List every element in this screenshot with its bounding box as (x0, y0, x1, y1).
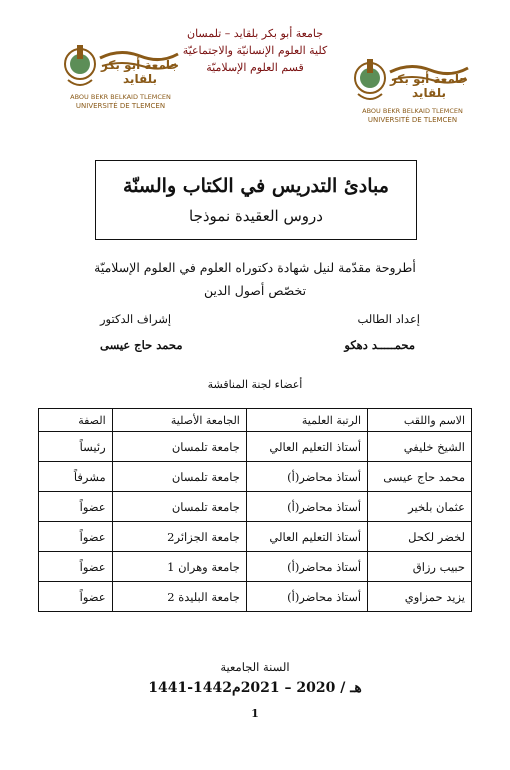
title-box (95, 160, 417, 240)
col-header-rank: الرتبة العلمية (246, 409, 367, 432)
member-role: عضواً (39, 522, 113, 552)
member-name: يزيد حمزاوي (368, 582, 472, 612)
emblem-icon (355, 59, 385, 99)
member-name: عثمان بلخير (368, 492, 472, 522)
page-number: 1 (251, 707, 259, 720)
member-role: رئيساً (39, 432, 113, 462)
logo-left-latin: ABOU BEKR BELKAID TLEMCEN (70, 93, 171, 101)
member-university: جامعة تلمسان (112, 462, 246, 492)
emblem-icon (65, 45, 95, 85)
logo-left-french: UNIVERSITÉ DE TLEMCEN (75, 102, 166, 110)
member-role: مشرفاً (39, 462, 113, 492)
academic-year: 1441-1442هـ / 2020 – 2021م (148, 680, 362, 696)
academic-year-label: السنة الجامعية (220, 660, 290, 674)
thesis-title: مبادئ التدريس في الكتاب والسنّة (123, 175, 389, 197)
table-row (39, 582, 472, 612)
member-rank: أستاذ محاضر(أ) (246, 462, 367, 492)
table-row (39, 492, 472, 522)
table-row (39, 522, 472, 552)
table-row (39, 432, 472, 462)
member-rank: أستاذ محاضر(أ) (246, 582, 367, 612)
faculty-name: كلية العلوم الإنسانيّة والاجتماعيّة (182, 44, 328, 57)
student-name: محمـــــد دهكو (344, 338, 415, 352)
department-name: قسم العلوم الإسلاميّة (206, 61, 304, 74)
member-rank: أستاذ محاضر(أ) (246, 492, 367, 522)
member-name: لخضر لكحل (368, 522, 472, 552)
col-header-name: الاسم واللقب (368, 409, 472, 432)
supervisor-label: إشراف الدكتور (100, 312, 172, 326)
member-role: عضواً (39, 582, 113, 612)
member-rank: أستاذ التعليم العالي (246, 432, 367, 462)
member-role: عضواً (39, 552, 113, 582)
specialty: تخصّص أصول الدين (203, 283, 307, 298)
table-row (39, 462, 472, 492)
supervisor-name: محمد حاج عيسى (100, 338, 183, 352)
member-role: عضواً (39, 492, 113, 522)
student-label: إعداد الطالب (357, 312, 420, 326)
logo-right-french: UNIVERSITÉ DE TLEMCEN (367, 116, 458, 124)
institution-header (160, 25, 350, 76)
member-university: جامعة الجزائر2 (112, 522, 246, 552)
member-university: جامعة وهران 1 (112, 552, 246, 582)
member-rank: أستاذ التعليم العالي (246, 522, 367, 552)
table-row (39, 552, 472, 582)
member-name: الشيخ خليفي (368, 432, 472, 462)
member-name: محمد حاج عيسى (368, 462, 472, 492)
member-university: جامعة تلمسان (112, 492, 246, 522)
committee-table (38, 408, 472, 612)
logo-right-latin: ABOU BEKR BELKAID TLEMCEN (362, 107, 463, 115)
table-header-row (39, 409, 472, 432)
thesis-subtitle: دروس العقيدة نموذجا (189, 207, 323, 225)
member-university: جامعة تلمسان (112, 432, 246, 462)
col-header-university: الجامعة الأصلية (112, 409, 246, 432)
logo-left-arabic: جامعة أبو بكر بلقايد (100, 58, 180, 86)
thesis-note: أطروحة مقدّمة لنيل شهادة دكتوراه العلوم في العلوم الإسلاميّة (94, 260, 416, 275)
committee-title: أعضاء لجنة المناقشة (207, 378, 303, 391)
university-name: جامعة أبو بكر بلقايد – تلمسان (187, 27, 323, 40)
logo-right-arabic: جامعة أبو بكر بلقايد (389, 72, 469, 100)
member-name: حبيب رزاق (368, 552, 472, 582)
col-header-role: الصفة (39, 409, 113, 432)
member-rank: أستاذ محاضر(أ) (246, 552, 367, 582)
member-university: جامعة البليدة 2 (112, 582, 246, 612)
